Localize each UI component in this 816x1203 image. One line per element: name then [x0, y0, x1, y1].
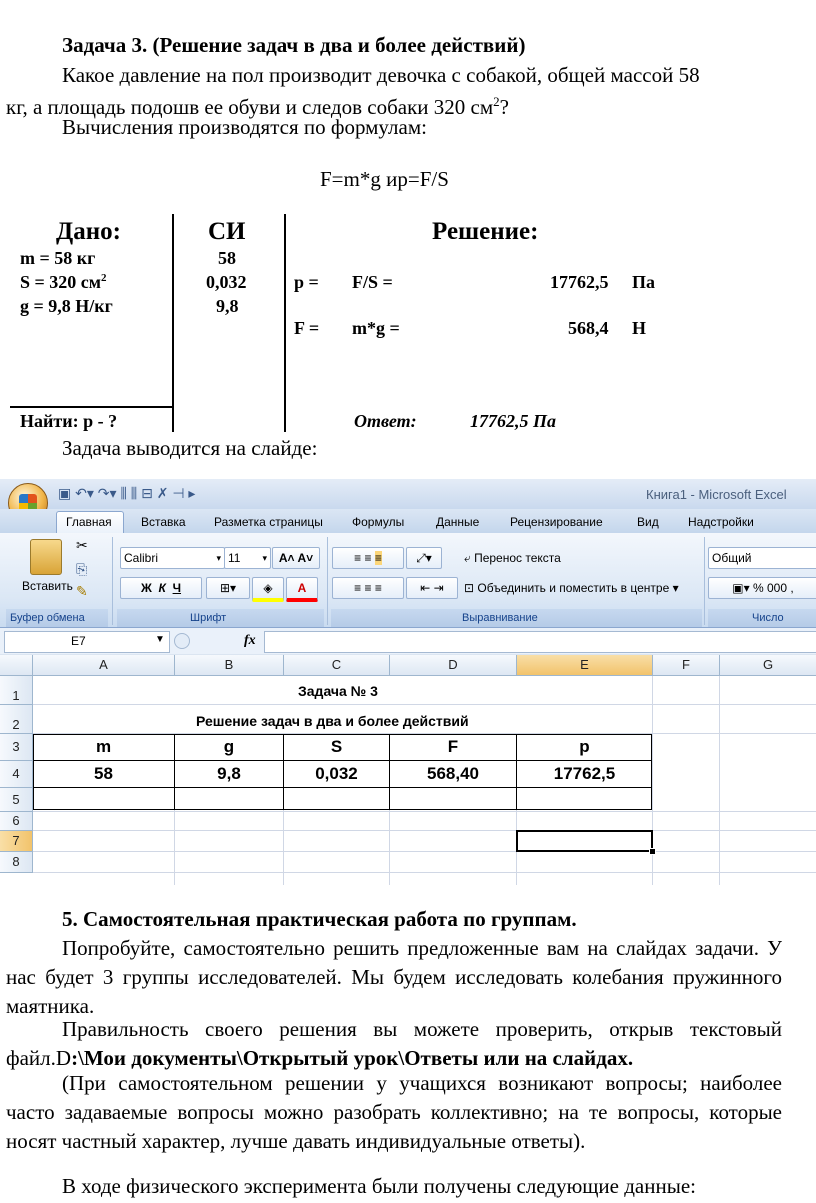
tab-insert[interactable]: Вставка	[141, 515, 186, 529]
section5-para1: Попробуйте, самостоятельно решить предложенные вам на слайдах задачи. У нас будет 3 группы исследователей. Мы будем исследовать колебания пружинного маятника.	[6, 936, 782, 1018]
value-cell-s[interactable]: 0,032	[315, 764, 358, 783]
redo-icon[interactable]: ↷▾	[97, 485, 117, 501]
value-cell-p[interactable]: 17762,5	[553, 764, 616, 783]
formula-input[interactable]	[264, 631, 816, 653]
header-cell-f[interactable]: F	[447, 737, 459, 756]
wrap-text-icon: ⤶	[464, 551, 471, 565]
tab-home[interactable]: Главная	[66, 515, 112, 529]
wrap-text-button[interactable]: ⤶ Перенос текста	[464, 551, 561, 565]
orientation-button[interactable]: ⤢▾	[406, 547, 442, 569]
value-cell-f[interactable]: 568,40	[427, 764, 479, 783]
solution-header: Решение:	[432, 218, 539, 245]
slide-note: Задача выводится на слайде:	[62, 436, 318, 460]
header-cell-s[interactable]: S	[330, 737, 343, 756]
chevron-down-icon: ▼	[155, 634, 165, 645]
row-header-1[interactable]: 1	[0, 676, 33, 705]
table-border	[33, 760, 652, 761]
section5-para4: В ходе физического эксперимента были получены следующие данные:	[62, 1174, 696, 1198]
indent-buttons[interactable]: ⇤ ⇥	[406, 577, 458, 599]
vertical-align-buttons[interactable]: ≡ ≡ ≡	[332, 547, 404, 569]
si-header: СИ	[208, 218, 246, 245]
paste-button[interactable]: Вставить	[22, 579, 73, 593]
col-header-a[interactable]: A	[33, 655, 175, 676]
find-separator	[10, 406, 174, 408]
gridline	[33, 704, 816, 705]
gridline	[33, 811, 816, 812]
given-g: g = 9,8 Н/кг	[20, 296, 113, 316]
value-cell-g[interactable]: 9,8	[217, 764, 241, 783]
sol2-value: 568,4	[568, 318, 609, 338]
copy-icon[interactable]: ⎘	[76, 561, 88, 577]
formula-bar-grip-icon	[174, 633, 190, 649]
selected-cell-e7[interactable]	[516, 830, 653, 852]
row-header-6[interactable]: 6	[0, 812, 33, 831]
row-header-2[interactable]: 2	[0, 705, 33, 734]
tab-page-layout[interactable]: Разметка страницы	[214, 515, 323, 529]
task-question-line2: кг, а площадь подошв ее обуви и следов собаки 320 $см^2$?	[6, 94, 509, 119]
row-header-3[interactable]: 3	[0, 734, 33, 761]
window-title: Книга1 - Microsoft Excel	[646, 487, 787, 502]
gridline	[33, 830, 816, 831]
section5-heading: 5. Самостоятельная практическая работа по группам.	[62, 907, 577, 931]
si-area: 0,032	[206, 272, 247, 292]
undo-icon[interactable]: ↶▾	[75, 485, 94, 501]
answer-label: Ответ:	[354, 411, 417, 431]
grow-shrink-font-buttons[interactable]: A˄ A˅	[272, 547, 320, 569]
excel-screenshot	[0, 479, 816, 885]
bold-italic-underline-buttons[interactable]	[120, 577, 202, 599]
italic-icon[interactable]: К	[158, 581, 166, 595]
group-separator	[112, 537, 113, 625]
fx-icon[interactable]: fx	[244, 633, 256, 648]
section5-para2: Правильность своего решения вы можете проверить, открыв текстовый файл.D:\Мои документы\Открытый урок\Ответы или на слайдах.	[6, 1017, 782, 1070]
section5-para3: (При самостоятельном решении у учащихся возникают вопросы; наиболее часто задаваемые вопросы можно разобрать коллективно; на те вопросы, которые носят частный характер, лучше давать индивидуальные ответы).	[6, 1071, 782, 1153]
col-header-g[interactable]: G	[720, 655, 816, 676]
font-size-select[interactable]: 11 ▾	[224, 547, 271, 569]
si-mass: 58	[218, 248, 236, 268]
name-box[interactable]: E7 ▼	[4, 631, 170, 653]
col-header-d[interactable]: D	[390, 655, 517, 676]
sol2-expr: m*g =	[352, 318, 400, 338]
table-divider-1	[172, 214, 174, 432]
find-label: Найти: р - ?	[20, 411, 118, 431]
gridline	[33, 851, 816, 852]
borders-button[interactable]: ⊞▾	[206, 577, 250, 599]
given-mass: m = 58 кг	[20, 248, 96, 268]
merge-icon: ⊡	[464, 581, 475, 595]
tab-addins[interactable]: Надстройки	[688, 515, 754, 529]
sol1-value: 17762,5	[550, 272, 609, 292]
sol2-var: F =	[294, 318, 320, 338]
row-header-8[interactable]: 8	[0, 852, 33, 873]
group-separator	[704, 537, 705, 625]
fill-color-button[interactable]: ◈	[252, 577, 284, 602]
header-cell-g[interactable]: g	[223, 737, 235, 756]
group-separator	[327, 537, 328, 625]
gridline	[719, 676, 720, 885]
merge-center-button[interactable]: ⊡ Объединить и поместить в центре ▾	[464, 581, 679, 595]
col-header-b[interactable]: B	[175, 655, 284, 676]
col-header-c[interactable]: C	[284, 655, 390, 676]
bold-icon[interactable]: Ж	[140, 581, 152, 595]
worksheet-grid[interactable]	[0, 655, 816, 885]
save-icon[interactable]: ▣	[58, 485, 72, 501]
font-name-select[interactable]: Calibri ▾	[120, 547, 225, 569]
row-header-7[interactable]: 7	[0, 831, 33, 852]
tab-view[interactable]: Вид	[637, 515, 659, 529]
sol1-unit: Па	[632, 272, 656, 292]
sol1-expr: F/S =	[352, 272, 393, 292]
sheet-title-2: Решение задач в два и более действий	[196, 713, 469, 729]
format-painter-icon[interactable]: ✎	[76, 583, 88, 599]
task-question-line1: Какое давление на пол производит девочка с собакой, общей массой 58	[62, 63, 700, 87]
given-area: S = 320 $см^2$	[20, 272, 107, 292]
group-clipboard-label: Буфер обмена	[10, 612, 85, 624]
task-heading: Задача 3. (Решение задач в два и более действий)	[62, 33, 526, 57]
toolbar-icons[interactable]: ⫼ ⫼ ⊟ ✗ ⊣ ▸	[120, 485, 196, 501]
cut-icon[interactable]: ✂	[76, 537, 88, 553]
chevron-down-icon: ▾	[216, 553, 221, 563]
fill-handle[interactable]	[649, 848, 656, 855]
select-all-corner[interactable]	[0, 655, 33, 676]
table-border	[33, 787, 652, 788]
tab-formulas[interactable]: Формулы	[352, 515, 405, 529]
align-bottom-icon[interactable]: ≡	[374, 551, 382, 565]
number-format-buttons[interactable]: ▣▾ % 000 ,	[708, 577, 816, 599]
tab-review[interactable]: Рецензирование	[510, 515, 603, 529]
si-g: 9,8	[216, 296, 239, 316]
chevron-down-icon: ▾	[262, 553, 267, 563]
number-format-select[interactable]: Общий	[708, 547, 816, 569]
row-header-4[interactable]: 4	[0, 761, 33, 788]
tab-data[interactable]: Данные	[436, 515, 480, 529]
sheet-title-1: Задача № 3	[298, 683, 378, 699]
group-alignment-label: Выравнивание	[462, 612, 538, 624]
row-header-5[interactable]: 5	[0, 788, 33, 812]
sol2-unit: Н	[632, 318, 647, 338]
paste-icon[interactable]	[30, 539, 62, 575]
gridline	[33, 872, 816, 873]
value-cell-m[interactable]: 58	[94, 764, 113, 783]
col-header-e[interactable]: E	[517, 655, 653, 676]
horizontal-align-buttons[interactable]: ≡ ≡ ≡	[332, 577, 404, 599]
header-cell-m[interactable]: m	[95, 737, 112, 756]
given-header: Дано:	[56, 218, 121, 245]
formula: F=m*g ир=F/S	[320, 167, 449, 191]
header-cell-p[interactable]: p	[579, 737, 590, 756]
sol1-var: p =	[294, 272, 319, 292]
font-color-button[interactable]: A	[286, 577, 318, 602]
group-font-label: Шрифт	[190, 612, 227, 624]
underline-icon[interactable]: Ч	[172, 581, 182, 595]
col-header-f[interactable]: F	[653, 655, 720, 676]
group-number-label: Число	[752, 612, 784, 624]
quick-access-toolbar[interactable]	[58, 485, 195, 502]
answer-value: 17762,5 Па	[470, 411, 557, 431]
calc-intro: Вычисления производятся по формулам:	[62, 115, 427, 139]
table-divider-2	[284, 214, 286, 432]
